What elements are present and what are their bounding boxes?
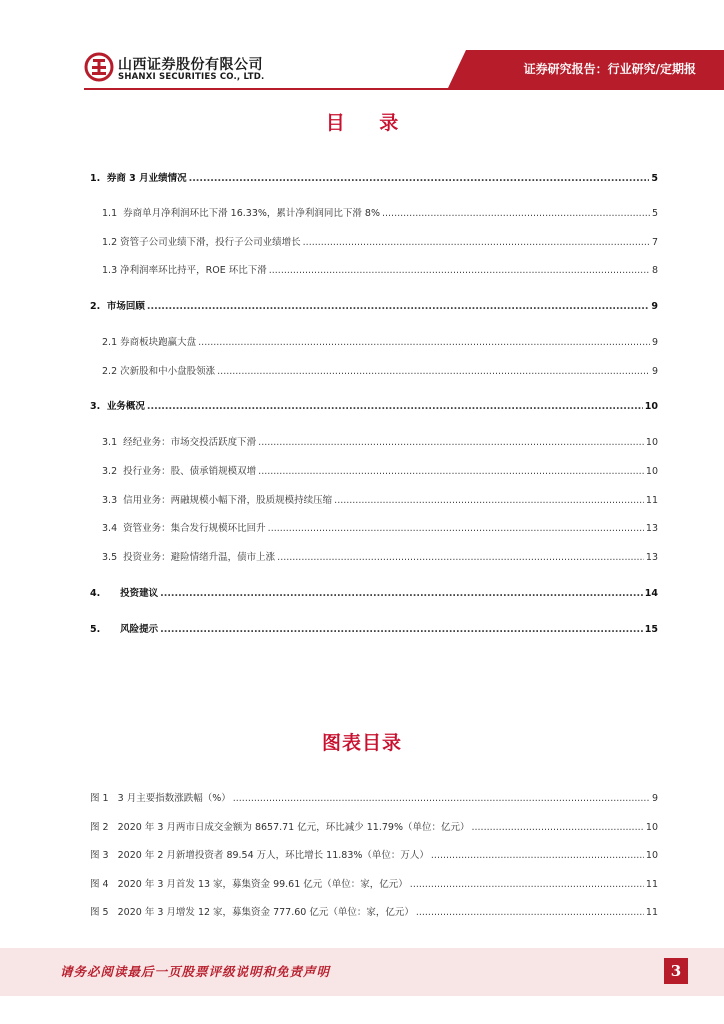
disclaimer-notice: 请务必阅读最后一页股票评级说明和免责声明	[60, 964, 331, 979]
figure-entry[interactable]: 图 5 2020 年 3 月增发 12 家，募集资金 777.60 亿元（单位：家，亿元） ..... 11	[90, 904, 658, 920]
figure-entry[interactable]: 图 1 3 月主要指数涨跌幅（%） ..... 9	[90, 790, 658, 806]
toc-entry[interactable]: 2.2 次新股和中小盘股领涨 ..... 9	[102, 363, 658, 379]
toc-entry[interactable]: 1.2 资管子公司业绩下滑，投行子公司业绩增长 ..... 7	[102, 234, 658, 250]
toc-entry[interactable]: 3.3 信用业务：两融规模小幅下滑，股质规模持续压缩 ..... 11	[102, 492, 658, 508]
toc-entry[interactable]: 3.4 资管业务：集合发行规模环比回升 ..... 13	[102, 520, 658, 536]
toc-entry[interactable]: 1. 券商 3 月业绩情况 ..... 5	[90, 170, 658, 186]
figure-entry[interactable]: 图 4 2020 年 3 月首发 13 家，募集资金 99.61 亿元（单位：家，亿元） ..... 11	[90, 876, 658, 892]
toc-entry[interactable]: 5. 风险提示 ..... 15	[90, 621, 658, 637]
toc-title: 目 录	[325, 112, 413, 134]
toc-entry[interactable]: 3.1 经纪业务：市场交投活跃度下滑 ..... 10	[102, 434, 658, 450]
figure-entry[interactable]: 图 2 2020 年 3 月两市日成交金额为 8657.71 亿元，环比减少 11.79%（单位：亿元） ..... 10	[90, 819, 658, 835]
toc-entry[interactable]: 3.5 投资业务：避险情绪升温，债市上涨 ..... 13	[102, 549, 658, 565]
toc-entry[interactable]: 1.3 净利润率环比持平，ROE 环比下滑 ..... 8	[102, 262, 658, 278]
figure-entry[interactable]: 图 3 2020 年 2 月新增投资者 89.54 万人，环比增长 11.83%（单位：万人） ..... 10	[90, 847, 658, 863]
company-name-en: SHANXI SECURITIES CO., LTD.	[118, 72, 265, 82]
toc-entry[interactable]: 3. 业务概况 ..... 10	[90, 398, 658, 414]
toc-entry[interactable]: 1.1 券商单月净利润环比下滑 16.33%，累计净利润同比下滑 8% ..... 5	[102, 205, 658, 221]
toc-entry[interactable]: 4. 投资建议 ..... 14	[90, 585, 658, 601]
page-number: 3	[664, 958, 688, 984]
toc-entry[interactable]: 2. 市场回顾 ..... 9	[90, 298, 658, 314]
report-type: 证券研究报告：行业研究/定期报	[523, 62, 696, 76]
company-name-cn: 山西证券股份有限公司	[118, 57, 263, 73]
toc-entry[interactable]: 2.1 券商板块跑赢大盘 ..... 9	[102, 334, 658, 350]
shanxi-securities-logo-icon	[84, 52, 114, 82]
toc-entry[interactable]: 3.2 投行业务：股、债承销规模双增 ..... 10	[102, 463, 658, 479]
figures-title: 图表目录	[321, 732, 402, 754]
header-divider	[84, 88, 724, 90]
